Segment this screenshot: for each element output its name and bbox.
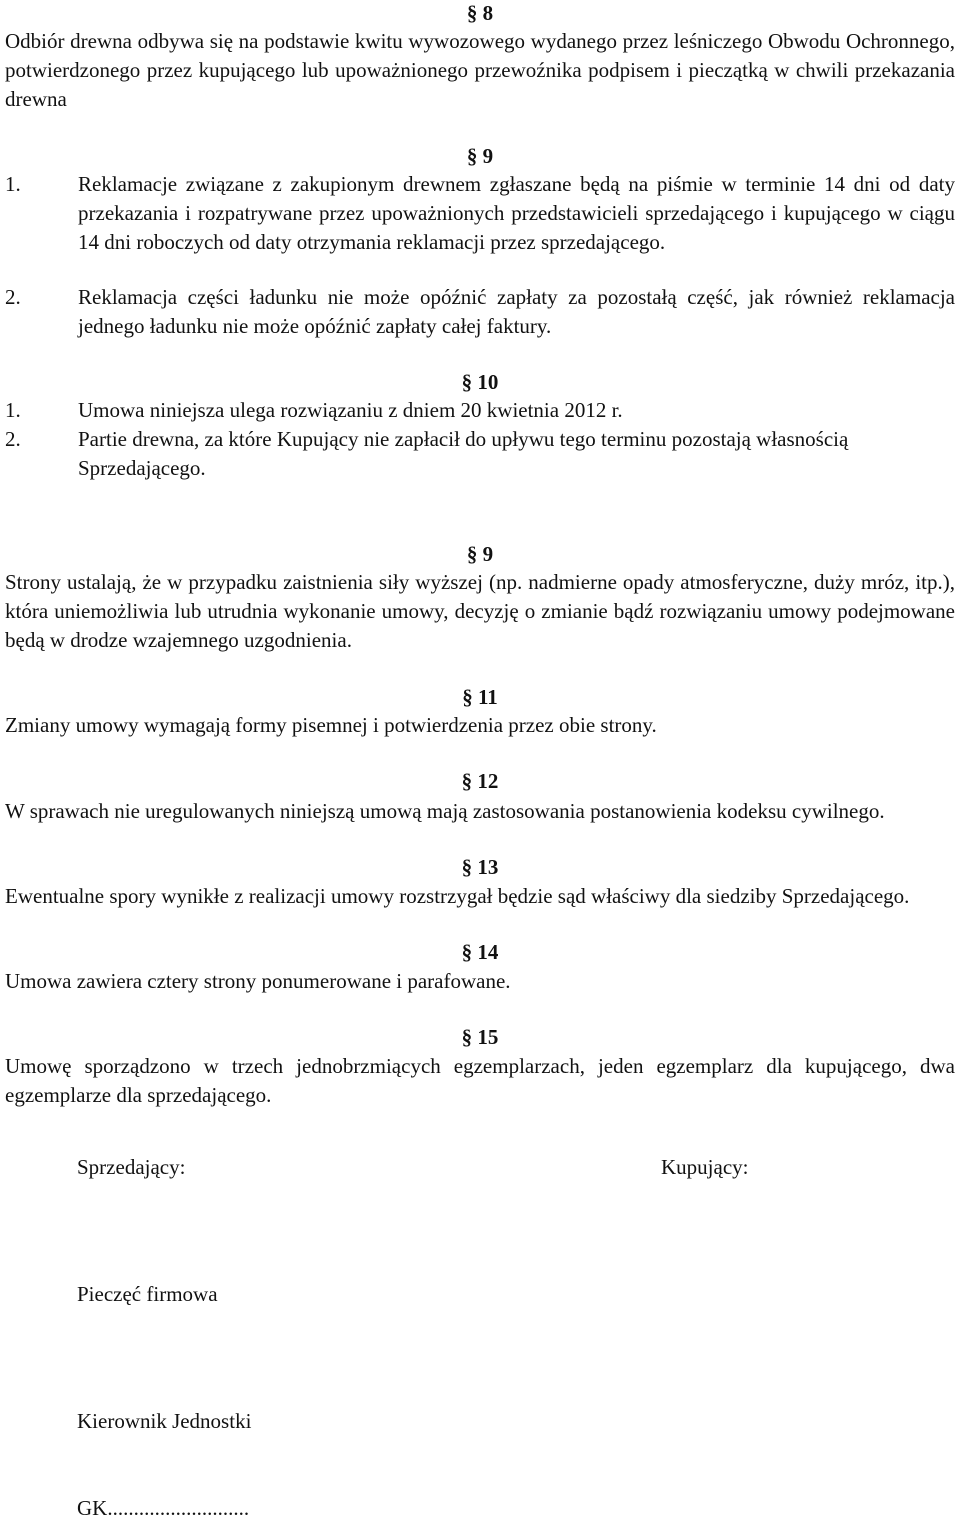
section-heading-13: § 13 [461,855,499,879]
company-stamp-label: Pieczęć firmowa [77,1282,218,1306]
section-heading-15: § 15 [461,1025,499,1049]
section-heading-8: § 8 [466,1,494,25]
section-heading-11: § 11 [462,685,498,709]
section-11-paragraph: Zmiany umowy wymagają formy pisemnej i potwierdzenia przez obie strony. [5,713,657,737]
section-14-paragraph: Umowa zawiera cztery strony ponumerowane i parafowane. [5,969,511,993]
section-heading-9a: § 9 [466,144,494,168]
section-heading-12: § 12 [461,769,499,793]
item-text: Reklamacje związane z zakupionym drewnem zgłaszane będą na piśmie w terminie 14 dni od daty przekazania i rozpatrywane przez upoważnionych przedstawicieli sprzedającego i kupującego w ciągu 14 dni roboczych od daty otrzymania reklamacji przez sprzedającego. [78,172,955,254]
item-number: 1. [5,398,21,422]
buyer-signature-label: Kupujący: [661,1155,749,1179]
section-15-paragraph: Umowę sporządzono w trzech jednobrzmiących egzemplarzach, jeden egzemplarz dla kupującego, dwa egzemplarze dla sprzedającego. [5,1054,955,1107]
section-9b-paragraph: Strony ustalają, że w przypadku zaistnienia siły wyższej (np. nadmierne opady atmosferyczne, duży mróz, itp.), która uniemożliwia lub utrudnia wykonanie umowy, decyzję o zmianie bądź rozwiązaniu umowy podejmowane będą w drodze wzajemnego uzgodnienia. [5,570,955,652]
item-text: Umowa niniejsza ulega rozwiązaniu z dniem 20 kwietnia 2012 r. [78,398,623,422]
section-8-paragraph: Odbiór drewna odbywa się na podstawie kwitu wywozowego wydanego przez leśniczego Obwodu Ochronnego, potwierdzonego przez kupującego lub upoważnionego przewoźnika podpisem i pieczątką w chwili przekazania drewna [5,29,955,111]
item-text: Reklamacja części ładunku nie może opóźnić zapłaty za pozostałą część, jak również reklamacja jednego ładunku nie może opóźnić zapłaty całej faktury. [78,285,955,338]
item-number: 1. [5,172,21,196]
gk-label: GK........................... [77,1496,250,1520]
item-text: Partie drewna, za które Kupujący nie zapłacił do upływu tego terminu pozostają własnością Sprzedającego. [78,427,849,480]
section-9a-item-2 [5,283,955,341]
section-13-paragraph: Ewentualne spory wynikłe z realizacji umowy rozstrzygał będzie sąd właściwy dla siedziby Sprzedającego. [5,884,910,908]
section-12-paragraph: W sprawach nie uregulowanych niniejszą umową mają zastosowania postanowienia kodeksu cywilnego. [5,799,885,823]
item-number: 2. [5,427,21,451]
item-number: 2. [5,285,21,309]
section-10-item-1 [5,396,955,425]
section-9a-item-1 [5,170,955,257]
section-10-item-2 [5,425,955,483]
unit-manager-label: Kierownik Jednostki [77,1409,252,1433]
section-heading-9b: § 9 [466,542,494,566]
section-heading-14: § 14 [461,940,499,964]
section-heading-10: § 10 [461,370,499,394]
seller-signature-label: Sprzedający: [77,1155,186,1179]
